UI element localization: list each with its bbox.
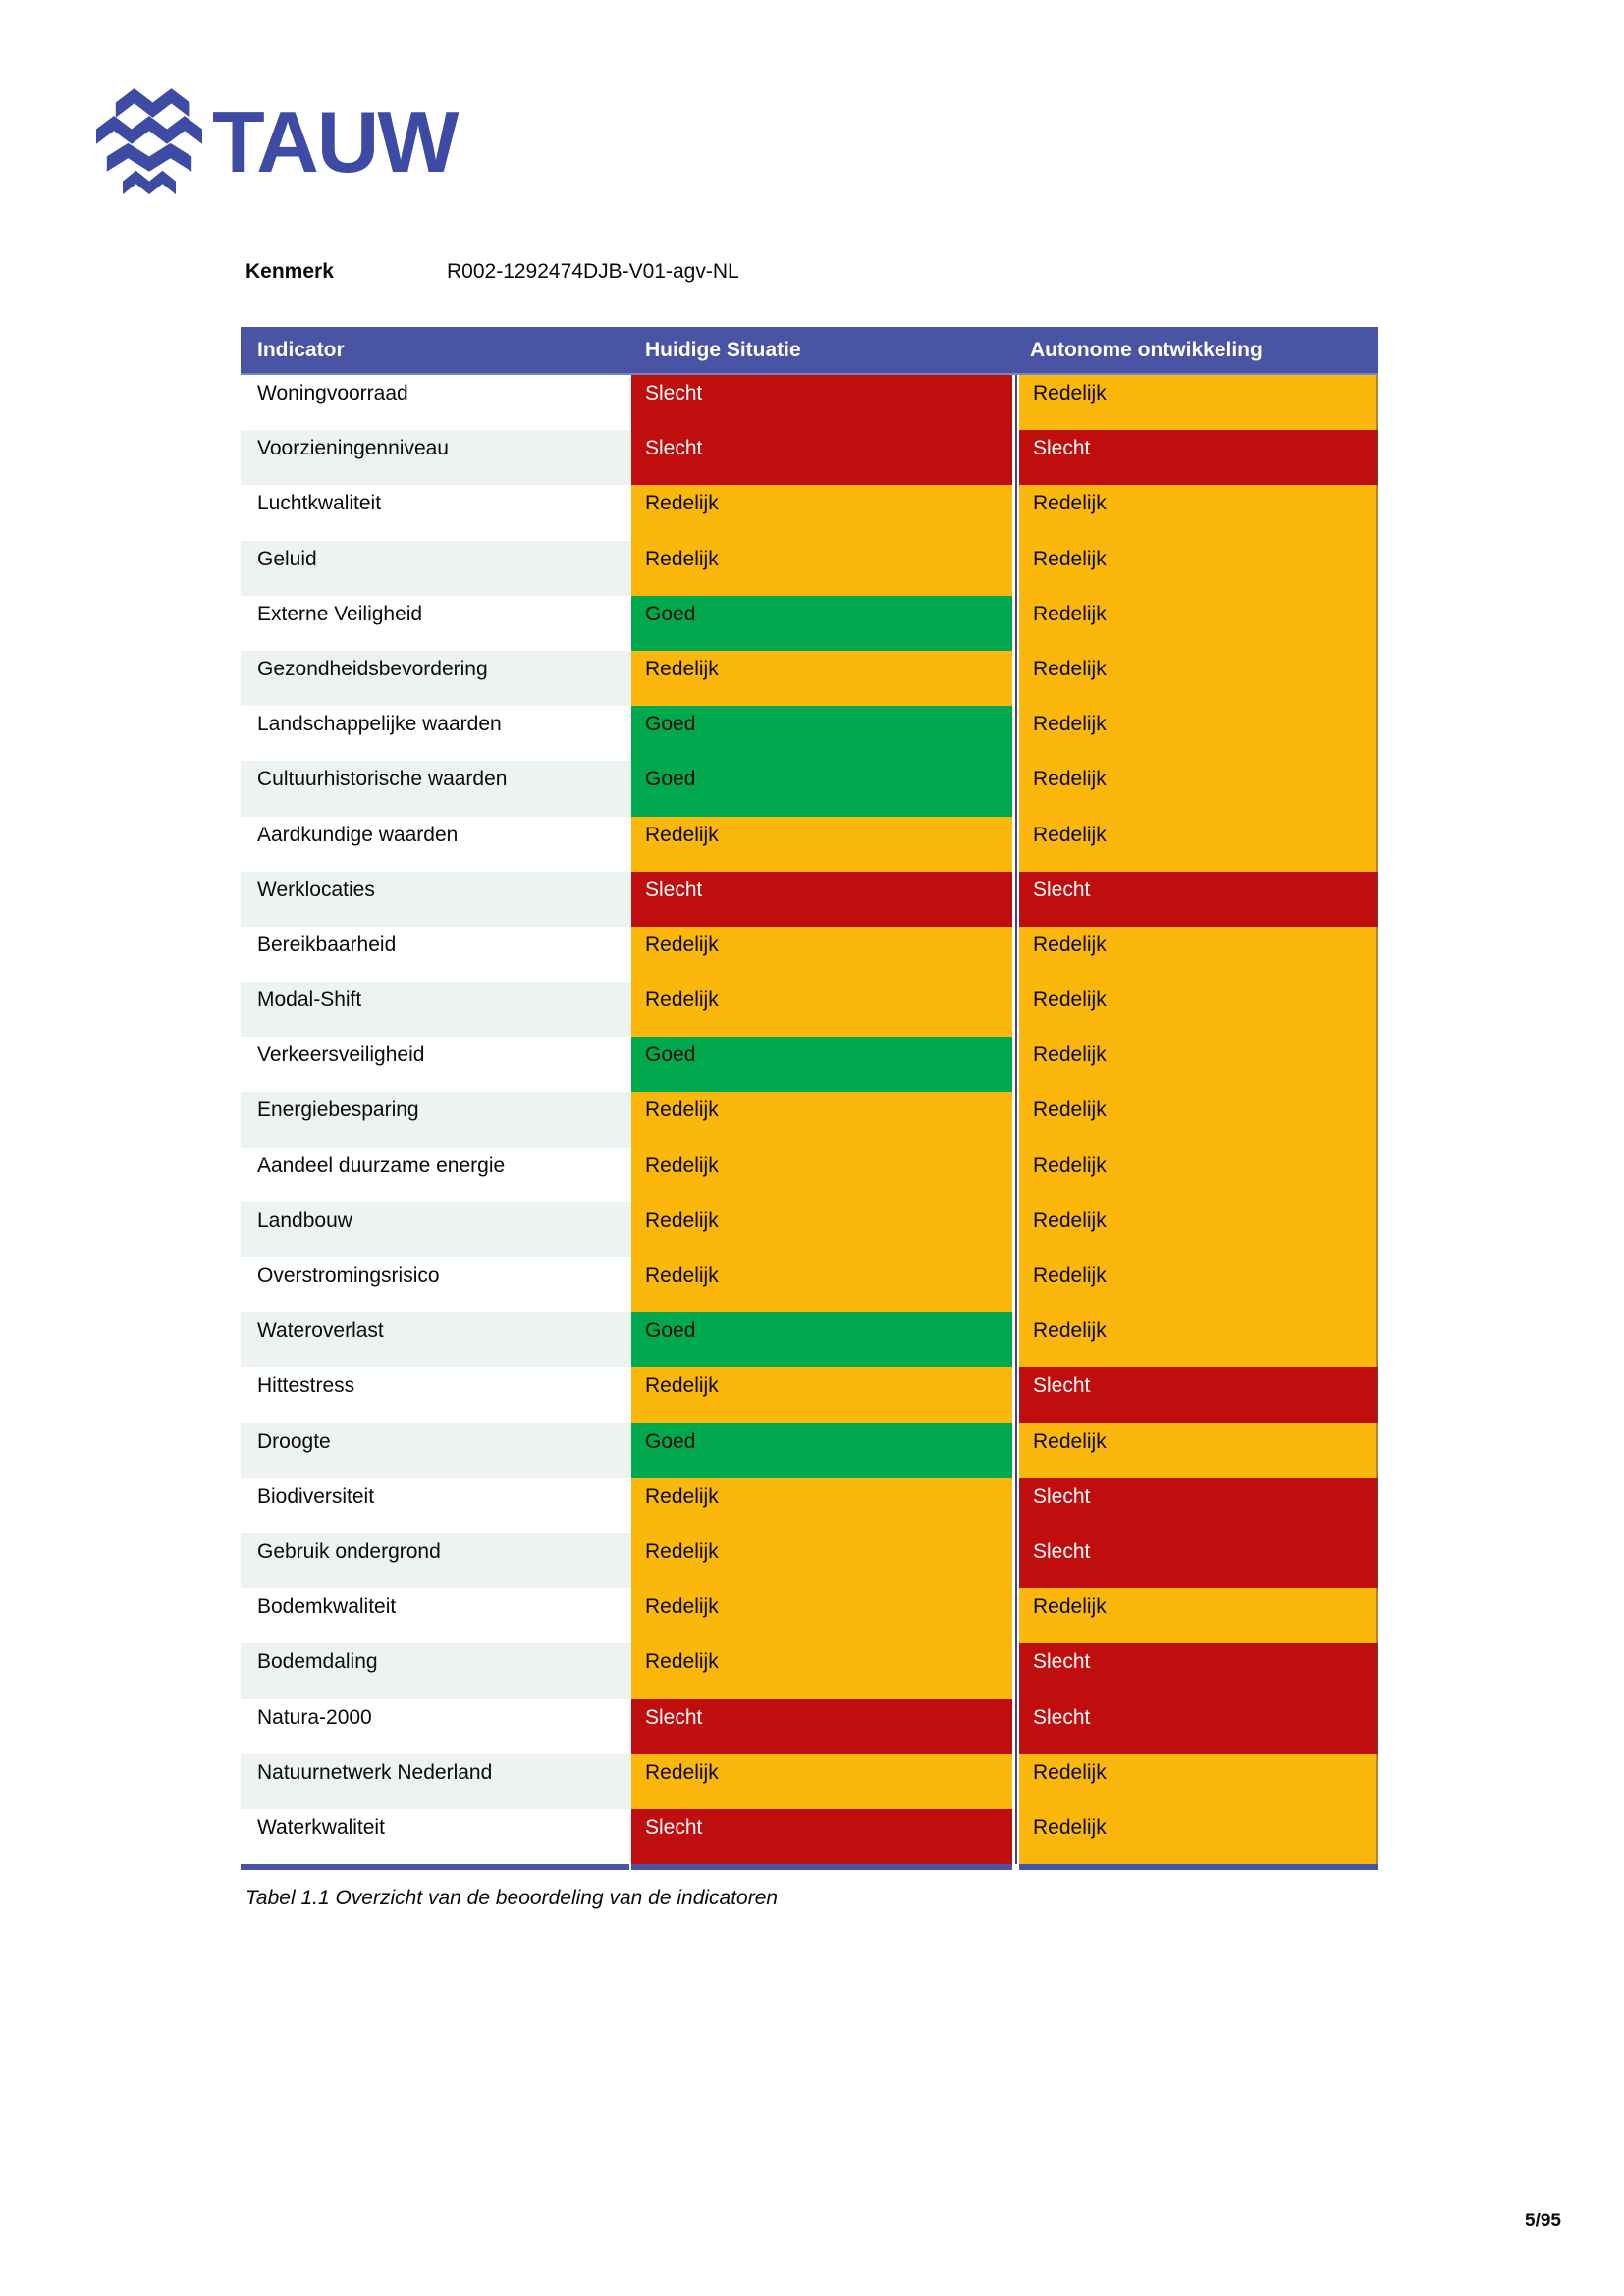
indicator-cell: Luchtkwaliteit [241,485,631,540]
column-gap [1012,817,1019,872]
indicator-cell: Bereikbaarheid [241,927,631,982]
indicator-cell: Wateroverlast [241,1312,631,1367]
autonome-ontwikkeling-cell: Slecht [1019,1478,1378,1533]
autonome-ontwikkeling-cell: Redelijk [1019,1092,1378,1147]
table-row [241,541,1378,596]
huidige-situatie-cell: Slecht [631,1699,1012,1754]
column-gap [1012,1257,1019,1312]
indicator-cell: Landbouw [241,1202,631,1257]
huidige-situatie-cell: Goed [631,1312,1012,1367]
indicator-cell: Hittestress [241,1367,631,1422]
indicator-cell: Aardkundige waarden [241,817,631,872]
table-row [241,1533,1378,1588]
indicator-cell: Overstromingsrisico [241,1257,631,1312]
column-gap [1012,1754,1019,1809]
autonome-ontwikkeling-cell: Redelijk [1019,1809,1378,1864]
table-row [241,872,1378,927]
column-gap [1012,1037,1019,1092]
autonome-ontwikkeling-cell: Redelijk [1019,541,1378,596]
column-gap [1012,1478,1019,1533]
huidige-situatie-cell: Redelijk [631,1092,1012,1147]
kenmerk-value: R002-1292474DJB-V01-agv-NL [447,260,739,283]
indicator-cell: Gebruik ondergrond [241,1533,631,1588]
huidige-situatie-cell: Redelijk [631,982,1012,1037]
autonome-ontwikkeling-cell: Redelijk [1019,1754,1378,1809]
table-row [241,761,1378,816]
table-row [241,1423,1378,1478]
autonome-ontwikkeling-cell: Redelijk [1019,485,1378,540]
huidige-situatie-cell: Redelijk [631,1148,1012,1202]
table-row [241,1202,1378,1257]
table-row [241,651,1378,706]
indicator-cell: Werklocaties [241,872,631,927]
autonome-ontwikkeling-cell: Redelijk [1019,1312,1378,1367]
column-gap [1012,761,1019,816]
column-gap [1012,430,1019,485]
indicator-cell: Voorzieningenniveau [241,430,631,485]
huidige-situatie-cell: Slecht [631,872,1012,927]
autonome-ontwikkeling-cell: Redelijk [1019,1257,1378,1312]
huidige-situatie-cell: Slecht [631,375,1012,430]
autonome-ontwikkeling-cell: Redelijk [1019,1148,1378,1202]
huidige-situatie-cell: Redelijk [631,1202,1012,1257]
autonome-ontwikkeling-cell: Slecht [1019,1533,1378,1588]
autonome-ontwikkeling-cell: Redelijk [1019,982,1378,1037]
autonome-ontwikkeling-cell: Redelijk [1019,1588,1378,1643]
huidige-situatie-cell: Slecht [631,1809,1012,1864]
autonome-ontwikkeling-cell: Redelijk [1019,817,1378,872]
autonome-ontwikkeling-cell: Slecht [1019,1643,1378,1698]
autonome-ontwikkeling-cell: Redelijk [1019,375,1378,430]
column-gap [1012,1148,1019,1202]
huidige-situatie-cell: Redelijk [631,1367,1012,1422]
column-gap [1012,375,1019,430]
table-row [241,375,1378,430]
column-gap [1012,651,1019,706]
column-gap [1012,485,1019,540]
table-row [241,1588,1378,1643]
indicator-cell: Cultuurhistorische waarden [241,761,631,816]
bottom-border-segment [1019,1864,1378,1870]
autonome-ontwikkeling-cell: Redelijk [1019,651,1378,706]
logo-wordmark: TAUW [212,93,458,190]
huidige-situatie-cell: Redelijk [631,817,1012,872]
huidige-situatie-cell: Redelijk [631,1533,1012,1588]
indicator-cell: Energiebesparing [241,1092,631,1147]
header-indicator: Indicator [257,338,345,361]
indicator-cell: Gezondheidsbevordering [241,651,631,706]
autonome-ontwikkeling-cell: Redelijk [1019,761,1378,816]
bottom-border-gap [1012,1864,1019,1870]
column-gap [1012,1367,1019,1422]
huidige-situatie-cell: Redelijk [631,651,1012,706]
column-gap [1012,1092,1019,1147]
table-row [241,1809,1378,1864]
table-row [241,1643,1378,1698]
column-gap [1012,1423,1019,1478]
indicator-cell: Modal-Shift [241,982,631,1037]
indicator-cell: Geluid [241,541,631,596]
wave-ribbons [96,88,202,194]
indicator-cell: Aandeel duurzame energie [241,1148,631,1202]
table-bottom-border [241,1864,1378,1870]
huidige-situatie-cell: Redelijk [631,927,1012,982]
column-gap [1012,1809,1019,1864]
autonome-ontwikkeling-cell: Redelijk [1019,596,1378,651]
table-row [241,430,1378,485]
autonome-ontwikkeling-cell: Redelijk [1019,927,1378,982]
indicator-cell: Natuurnetwerk Nederland [241,1754,631,1809]
indicator-cell: Woningvoorraad [241,375,631,430]
huidige-situatie-cell: Redelijk [631,1754,1012,1809]
huidige-situatie-cell: Redelijk [631,1588,1012,1643]
table-row [241,1037,1378,1092]
page-number: 5/95 [1525,2211,1561,2231]
indicator-cell: Landschappelijke waarden [241,706,631,761]
autonome-ontwikkeling-cell: Slecht [1019,430,1378,485]
indicator-cell: Verkeersveiligheid [241,1037,631,1092]
column-gap [1012,1588,1019,1643]
autonome-ontwikkeling-cell: Slecht [1019,1699,1378,1754]
table-row [241,982,1378,1037]
autonome-ontwikkeling-cell: Redelijk [1019,1202,1378,1257]
indicator-assessment-table [241,327,1378,1870]
indicator-cell: Natura-2000 [241,1699,631,1754]
huidige-situatie-cell: Goed [631,1037,1012,1092]
huidige-situatie-cell: Redelijk [631,1257,1012,1312]
table-header [241,327,1378,375]
indicator-cell: Bodemkwaliteit [241,1588,631,1643]
table-row [241,1312,1378,1367]
column-gap [1012,927,1019,982]
huidige-situatie-cell: Redelijk [631,1478,1012,1533]
table-row [241,1699,1378,1754]
autonome-ontwikkeling-cell: Redelijk [1019,1037,1378,1092]
kenmerk-row [245,260,739,284]
column-gap [1012,872,1019,927]
indicator-cell: Biodiversiteit [241,1478,631,1533]
table-row [241,1754,1378,1809]
indicator-cell: Droogte [241,1423,631,1478]
bottom-border-segment [241,1864,629,1870]
huidige-situatie-cell: Redelijk [631,485,1012,540]
table-caption: Tabel 1.1 Overzicht van de beoordeling van de indicatoren [245,1887,779,1909]
table-row [241,485,1378,540]
tauw-waves-icon [96,82,202,202]
autonome-ontwikkeling-cell: Slecht [1019,1367,1378,1422]
autonome-ontwikkeling-cell: Redelijk [1019,706,1378,761]
kenmerk-label: Kenmerk [245,260,334,283]
header-huidige-situatie: Huidige Situatie [645,338,801,361]
huidige-situatie-cell: Slecht [631,430,1012,485]
autonome-ontwikkeling-cell: Redelijk [1019,1423,1378,1478]
column-gap [1012,541,1019,596]
indicator-cell: Bodemdaling [241,1643,631,1698]
table-row [241,927,1378,982]
table-body [241,375,1378,1864]
header-autonome-ontwikkeling: Autonome ontwikkeling [1030,338,1263,361]
huidige-situatie-cell: Goed [631,1423,1012,1478]
column-gap [1012,706,1019,761]
table-row [241,1478,1378,1533]
table-row [241,1148,1378,1202]
table-row [241,596,1378,651]
huidige-situatie-cell: Redelijk [631,541,1012,596]
huidige-situatie-cell: Goed [631,706,1012,761]
column-gap [1012,1312,1019,1367]
huidige-situatie-cell: Redelijk [631,1643,1012,1698]
tauw-logo [96,82,457,202]
column-gap [1012,1643,1019,1698]
column-gap [1012,982,1019,1037]
indicator-cell: Waterkwaliteit [241,1809,631,1864]
table-row [241,817,1378,872]
huidige-situatie-cell: Goed [631,596,1012,651]
bottom-border-segment [631,1864,1012,1870]
indicator-cell: Externe Veiligheid [241,596,631,651]
column-gap [1012,1533,1019,1588]
table-row [241,1092,1378,1147]
column-gap [1012,596,1019,651]
table-row [241,706,1378,761]
table-row [241,1367,1378,1422]
column-gap [1012,1699,1019,1754]
huidige-situatie-cell: Goed [631,761,1012,816]
table-row [241,1257,1378,1312]
column-gap [1012,1202,1019,1257]
autonome-ontwikkeling-cell: Slecht [1019,872,1378,927]
